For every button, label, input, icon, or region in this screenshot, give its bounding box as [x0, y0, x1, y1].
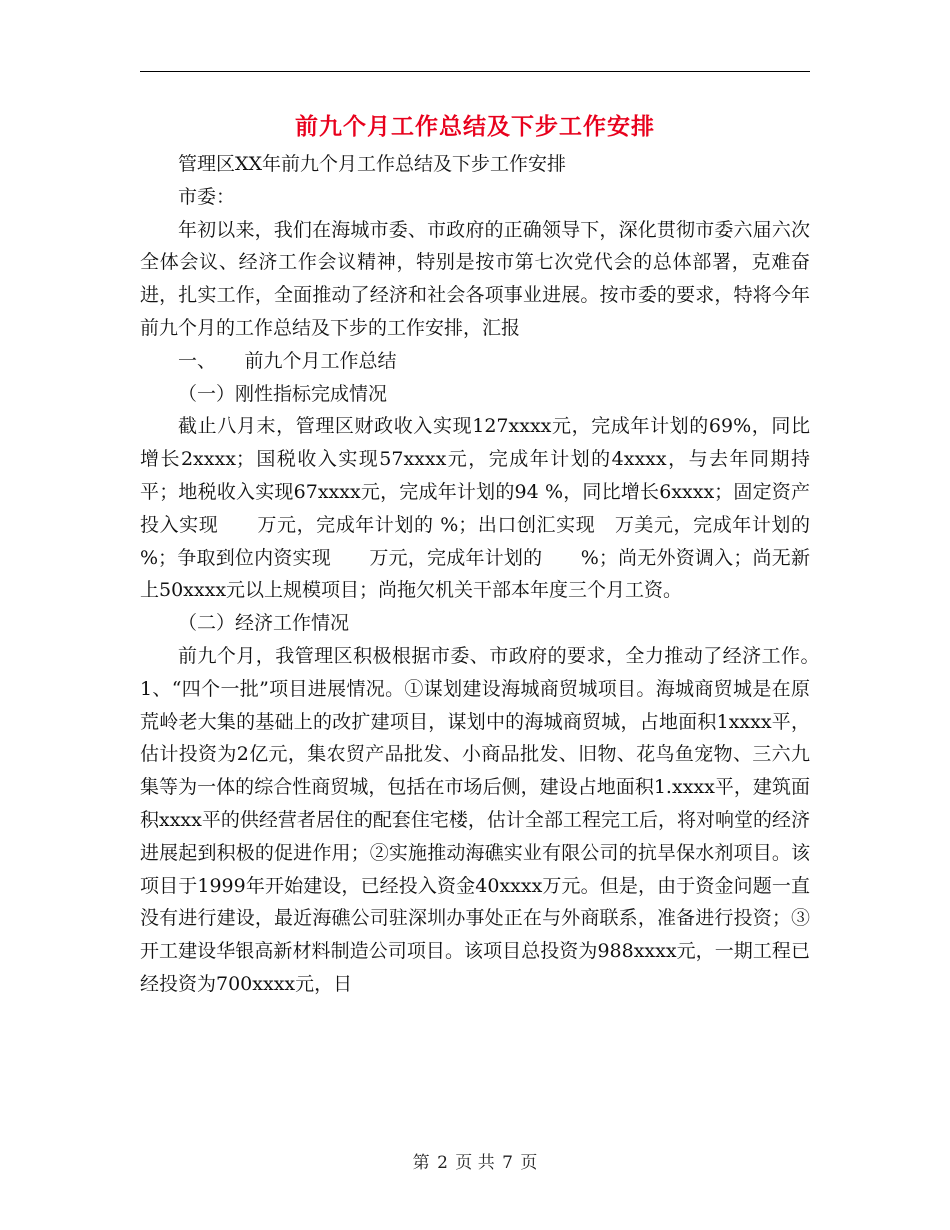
document-body [140, 148, 849, 1001]
section-1-1-heading: （一）刚性指标完成情况 [178, 382, 388, 405]
header-rule [140, 71, 810, 72]
page-footer [0, 1151, 950, 1175]
section-1-1-paragraph: 截止八月末，管理区财政收入实现127xxxx元，完成年计划的69%，同比增长2xxxx；国税收入实现57xxxx元，完成年计划的4xxxx，与去年同期持平；地税收入实现67xxxx元，完成年计划的94 %，同比增长6xxxx；固定资产投入实现 万元，完成年计划的 %；出口创汇实现 万美元，完成年计划的 %；争取到位内资实现 万元，完成年计划的 %；尚无外资调入；尚无新上50xxxx元以上规模项目；尚拖欠机关干部本年度三个月工资。 [140, 415, 849, 602]
intro-paragraph: 年初以来，我们在海城市委、市政府的正确领导下，深化贯彻市委六届六次全体会议、经济工作会议精神，特别是按市第七次党代会的总体部署，克难奋进，扎实工作，全面推动了经济和社会各项事业进展。按市委的要求，特将今年前九个月的工作总结及下步的工作安排，汇报 [140, 218, 810, 339]
section-1-heading: 一、 前九个月工作总结 [178, 349, 397, 372]
section-1-2-paragraph: 前九个月，我管理区积极根据市委、市政府的要求，全力推动了经济工作。 1、“四个一批”项目进展情况。①谋划建设海城商贸城项目。海城商贸城是在原荒岭老大集的基础上的改扩建项目，谋划中的海城商贸城，占地面积1xxxx平，估计投资为2亿元，集农贸产品批发、小商品批发、旧物、花鸟鱼宠物、三六九集等为一体的综合性商贸城，包括在市场后侧，建设占地面积1.xxxx平，建筑面积xxxx平的供经营者居住的配套住宅楼，估计全部工程完工后，将对响堂的经济进展起到积极的促进作用；②实施推动海礁实业有限公司的抗旱保水剂项目。该项目于1999年开始建设，已经投入资金40xxxx万元。但是，由于资金问题一直没有进行建设，最近海礁公司驻深圳办事处正在与外商联系，准备进行投资；③开工建设华银高新材料制造公司项目。该项目总投资为988xxxx元，一期工程已经投资为700xxxx元，日 [140, 644, 849, 995]
page-label-mid: 页 共 [455, 1153, 495, 1173]
salutation: 市委： [178, 185, 236, 208]
total-pages-number: 7 [502, 1153, 513, 1173]
document-title: 前九个月工作总结及下步工作安排 [295, 113, 655, 140]
page-label-suffix: 页 [520, 1153, 538, 1173]
document-subtitle: 管理区XX年前九个月工作总结及下步工作安排 [178, 153, 567, 175]
current-page-number: 2 [437, 1153, 448, 1173]
section-1-2-heading: （二）经济工作情况 [178, 612, 350, 635]
page-label-prefix: 第 [412, 1153, 430, 1173]
